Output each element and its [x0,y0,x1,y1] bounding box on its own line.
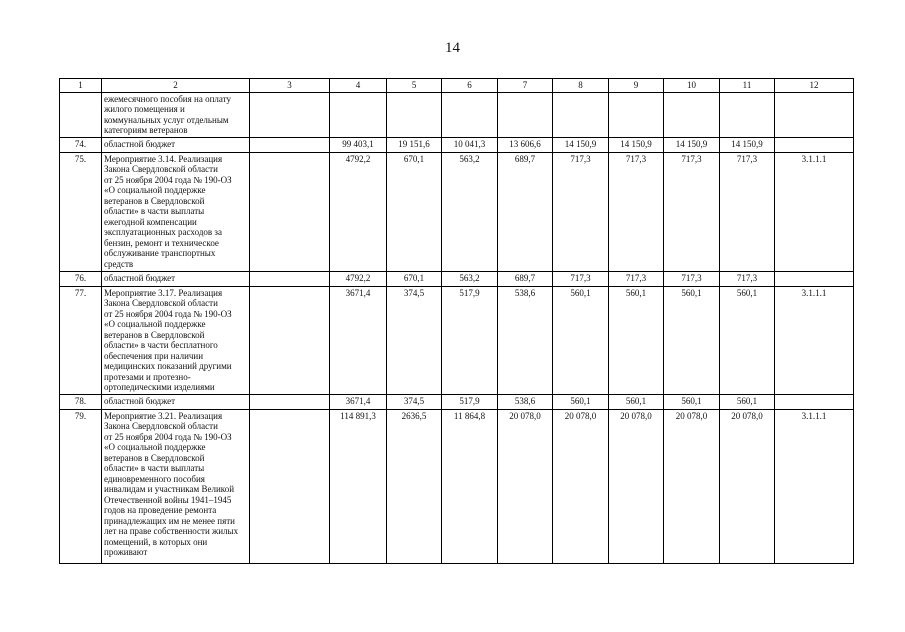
description-line: «О социальной поддержке [104,185,206,195]
description-line: ежемесячного пособия на оплату [104,93,231,104]
row-description [102,137,250,152]
description-line: областной бюджет [104,272,176,283]
row-col3 [250,409,330,563]
value-col-5 [387,92,442,137]
value-col-8: 560,1 [553,394,609,409]
value-col-6: 517,9 [442,394,498,409]
row-col3 [250,137,330,152]
target-indicator-code [775,137,854,152]
program-table [59,78,854,564]
row-col3 [250,152,330,271]
column-header-12: 12 [775,79,854,93]
value-col-10: 560,1 [664,394,720,409]
description-line: жилого помещения и [104,104,185,114]
column-header-10: 10 [664,79,720,93]
row-col3 [250,394,330,409]
row-col3 [250,92,330,137]
row-number: 78. [60,394,102,409]
value-col-6: 563,2 [442,271,498,286]
target-indicator-code [775,92,854,137]
description-line: средств [104,258,134,269]
value-col-7: 13 606,6 [498,137,553,152]
target-indicator-code [775,394,854,409]
row-number: 75. [60,152,102,271]
column-header-row [60,79,854,93]
description-line: Закона Свердловской области [104,421,218,431]
column-header-4: 4 [330,79,387,93]
column-header-11: 11 [720,79,775,93]
description-line: областной бюджет [104,138,176,149]
description-line: Закона Свердловской области [104,298,218,308]
table-row [60,271,854,286]
description-line: годов на проведение ремонта [104,505,217,515]
description-line: области» в части бесплатного [104,340,218,350]
value-col-11: 20 078,0 [720,409,775,563]
description-line: области» в части выплаты [104,463,205,473]
value-col-11: 560,1 [720,286,775,394]
description-line: «О социальной поддержке [104,319,206,329]
description-line: коммунальных услуг отдельным [104,114,229,125]
row-number [60,92,102,137]
value-col-8: 560,1 [553,286,609,394]
row-col3 [250,271,330,286]
value-col-10 [664,92,720,137]
table-row [60,394,854,409]
description-line: Мероприятие 3.21. Реализация [104,410,223,421]
value-col-6: 10 041,3 [442,137,498,152]
description-line: медицинских показаний другими [104,361,232,371]
value-col-9: 14 150,9 [609,137,664,152]
table-row [60,92,854,137]
value-col-6: 563,2 [442,152,498,271]
column-header-7: 7 [498,79,553,93]
description-line: ежегодной компенсации [104,216,197,227]
value-col-9: 560,1 [609,394,664,409]
value-col-6 [442,92,498,137]
value-col-4: 114 891,3 [330,409,387,563]
description-line: Отечественной войны 1941–1945 [104,494,232,505]
column-header-5: 5 [387,79,442,93]
row-number: 76. [60,271,102,286]
description-line: протезами и протезно- [104,371,191,382]
description-line: обеспечения при наличии [104,350,204,361]
page-number: 14 [445,40,460,56]
value-col-5: 2636,5 [387,409,442,563]
value-col-11: 14 150,9 [720,137,775,152]
value-col-10: 560,1 [664,286,720,394]
value-col-9: 20 078,0 [609,409,664,563]
table-row [60,409,854,563]
description-line: Закона Свердловской области [104,164,218,174]
description-line: помещений, в которых они [104,536,208,547]
value-col-8: 717,3 [553,152,609,271]
value-col-7: 538,6 [498,286,553,394]
value-col-8 [553,92,609,137]
description-line: от 25 ноября 2004 года № 190-ОЗ [104,308,232,319]
value-col-9: 560,1 [609,286,664,394]
description-line: «О социальной поддержке [104,442,206,452]
column-header-6: 6 [442,79,498,93]
value-col-10: 717,3 [664,152,720,271]
value-col-7: 20 078,0 [498,409,553,563]
value-col-11: 717,3 [720,152,775,271]
description-line: бензин, ремонт и техническое [104,237,219,248]
value-col-7: 538,6 [498,394,553,409]
description-line: от 25 ноября 2004 года № 190-ОЗ [104,431,232,442]
target-indicator-code: 3.1.1.1 [775,409,854,563]
value-col-8: 20 078,0 [553,409,609,563]
description-line: лет на праве собственности жилых [104,526,239,536]
value-col-10: 20 078,0 [664,409,720,563]
value-col-5: 374,5 [387,286,442,394]
value-col-7 [498,92,553,137]
value-col-4: 4792,2 [330,152,387,271]
value-col-9 [609,92,664,137]
description-line: категориям ветеранов [104,125,188,135]
value-col-7: 689,7 [498,271,553,286]
row-description [102,286,250,394]
value-col-7: 689,7 [498,152,553,271]
target-indicator-code [775,271,854,286]
row-col3 [250,286,330,394]
table-row [60,137,854,152]
value-col-11: 717,3 [720,271,775,286]
row-description [102,409,250,563]
description-line: единовременного пособия [104,473,205,484]
value-col-9: 717,3 [609,152,664,271]
value-col-6: 517,9 [442,286,498,394]
value-col-4: 3671,4 [330,394,387,409]
target-indicator-code: 3.1.1.1 [775,152,854,271]
table-row [60,152,854,271]
value-col-4: 4792,2 [330,271,387,286]
column-header-3: 3 [250,79,330,93]
value-col-4: 99 403,1 [330,137,387,152]
description-line: ветеранов в Свердловской [104,195,205,206]
value-col-5: 670,1 [387,271,442,286]
column-header-9: 9 [609,79,664,93]
row-description [102,152,250,271]
description-line: Мероприятие 3.17. Реализация [104,287,223,298]
value-col-8: 717,3 [553,271,609,286]
value-col-4 [330,92,387,137]
column-header-8: 8 [553,79,609,93]
description-line: области» в части выплаты [104,206,205,216]
table-row [60,286,854,394]
description-line: эксплуатационных расходов за [104,227,222,237]
description-line: ветеранов в Свердловской [104,452,205,463]
value-col-8: 14 150,9 [553,137,609,152]
row-number: 74. [60,137,102,152]
description-line: проживают [104,547,148,557]
description-line: ветеранов в Свердловской [104,329,205,340]
value-col-10: 717,3 [664,271,720,286]
value-col-5: 374,5 [387,394,442,409]
column-header-1: 1 [60,79,102,93]
column-header-2: 2 [102,79,250,93]
row-description [102,394,250,409]
row-number: 79. [60,409,102,563]
value-col-10: 14 150,9 [664,137,720,152]
value-col-11 [720,92,775,137]
value-col-5: 670,1 [387,152,442,271]
description-line: Мероприятие 3.14. Реализация [104,153,223,164]
description-line: принадлежащих им не менее пяти [104,515,235,526]
description-line: обслуживание транспортных [104,248,216,258]
value-col-9: 717,3 [609,271,664,286]
value-col-5: 19 151,6 [387,137,442,152]
row-description [102,92,250,137]
row-description [102,271,250,286]
value-col-6: 11 864,8 [442,409,498,563]
description-line: областной бюджет [104,395,176,406]
description-line: от 25 ноября 2004 года № 190-ОЗ [104,174,232,185]
description-line: ортопедическими изделиями [104,382,215,392]
target-indicator-code: 3.1.1.1 [775,286,854,394]
row-number: 77. [60,286,102,394]
value-col-11: 560,1 [720,394,775,409]
description-line: инвалидам и участникам Великой [104,484,235,494]
value-col-4: 3671,4 [330,286,387,394]
